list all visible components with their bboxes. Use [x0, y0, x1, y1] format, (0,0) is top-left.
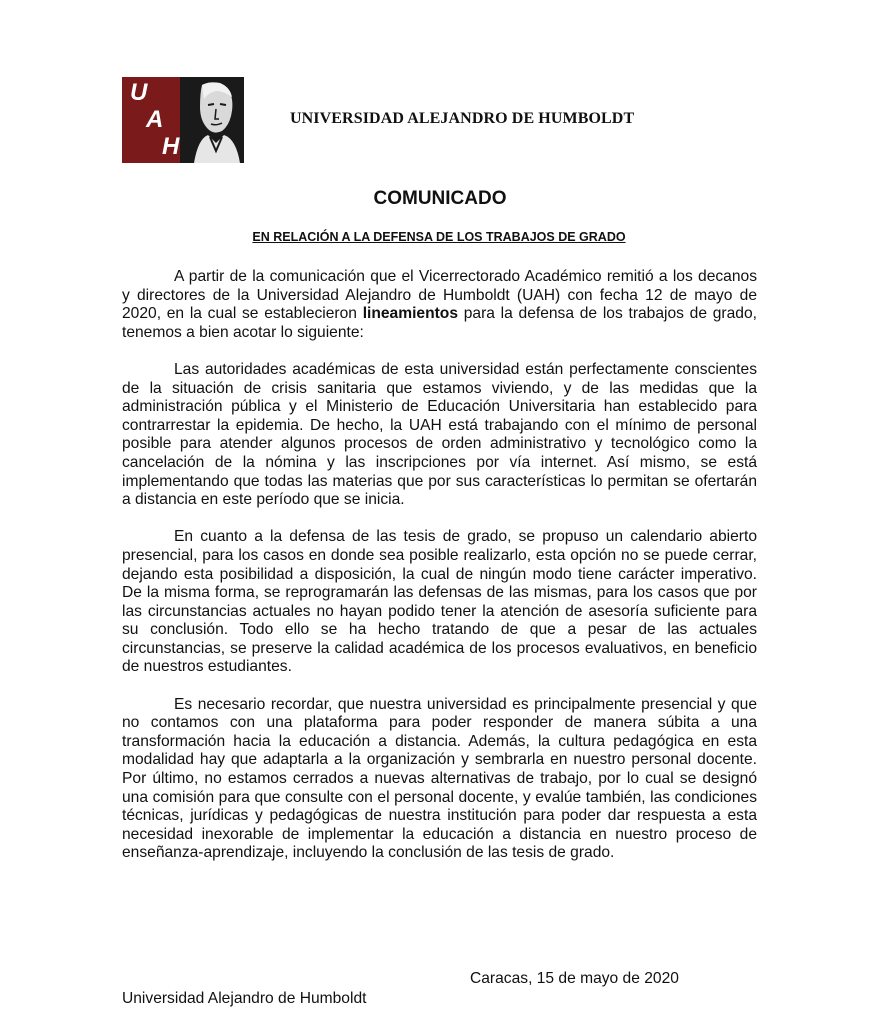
humboldt-portrait-icon: [180, 77, 244, 163]
document-date: Caracas, 15 de mayo de 2020: [470, 970, 679, 987]
logo-letter-h: H: [162, 133, 180, 160]
document-signature: Universidad Alejandro de Humboldt: [122, 990, 367, 1007]
paragraph-1-end: para la defensa de los trabajos de grado, tenemos a bien acotar lo siguiente:: [122, 305, 757, 341]
document-body: [122, 268, 757, 882]
university-header: UNIVERSIDAD ALEJANDRO DE HUMBOLDT: [290, 110, 635, 127]
paragraph-1-start: A partir de la comunicación que el Vicerrectorado Académico remitió a los decanos y directores de la Universidad Alejandro de Humboldt (UAH) con fecha 12 de mayo de 2020, en la cual se establecieron: [122, 268, 757, 323]
paragraph-1-bold: lineamientos: [362, 305, 459, 323]
document-title-text: COMUNICADO: [373, 188, 507, 209]
paragraph-3: En cuanto a la defensa de las tesis de grado, se propuso un calendario abierto presencial, para los casos en donde sea posible realizarlo, esta opción no se puede cerrar, dejando esta posibilidad a disposición, la cual de ningún modo tiene carácter imperativo. De la misma forma, se reprogramarán las defensas de las mismas, para los casos que por las circunstancias actuales no hayan podido tener la atención de asesoría suficiente para su conclusión. Todo ello se ha hecho tratando de que a pesar de las actuales circunstancias, se preserve la calidad académica de los procesos evaluativos, en beneficio de nuestros estudiantes.: [122, 528, 757, 676]
document-subtitle: EN RELACIÓN A LA DEFENSA DE LOS TRABAJOS DE GRADO: [252, 230, 626, 244]
logo-letter-a: A: [146, 106, 164, 133]
document-title: [0, 188, 878, 210]
logo-letter-u: U: [130, 79, 148, 106]
paragraph-2: Las autoridades académicas de esta universidad están perfectamente conscientes de la situación de crisis sanitaria que estamos viviendo, y de las medidas que la administración pública y el Ministerio de Educación Universitaria han establecido para contrarrestar la epidemia. De hecho, la UAH está trabajando con el mínimo de personal posible para atender algunos procesos de orden administrativo y tecnológico como la cancelación de la nómina y las inscripciones por vía internet. Así mismo, se está implementando que todas las materias que por sus características lo permitan se ofertarán a distancia en este período que se inicia.: [122, 360, 757, 509]
paragraph-4: Es necesario recordar, que nuestra universidad es principalmente presencial y que no contamos con una plataforma para poder responder de manera súbita a una transformación hacia la educación a distancia. Además, la cultura pedagógica en esta modalidad hay que adaptarla a la organización y sembrarla en nuestro personal docente. Por último, no estamos cerrados a nuevas alternativas de trabajo, por lo cual se designó una comisión para que consulte con el personal docente, y evalúe también, las condiciones técnicas, jurídicas y pedagógicas de nuestra institución para poder dar respuesta a esta necesidad inexorable de implementar la educación a distancia en nuestro proceso de enseñanza-aprendizaje, incluyendo la conclusión de las tesis de grado.: [122, 695, 757, 862]
uah-logo: [122, 77, 244, 163]
paragraph-1: [122, 268, 757, 342]
